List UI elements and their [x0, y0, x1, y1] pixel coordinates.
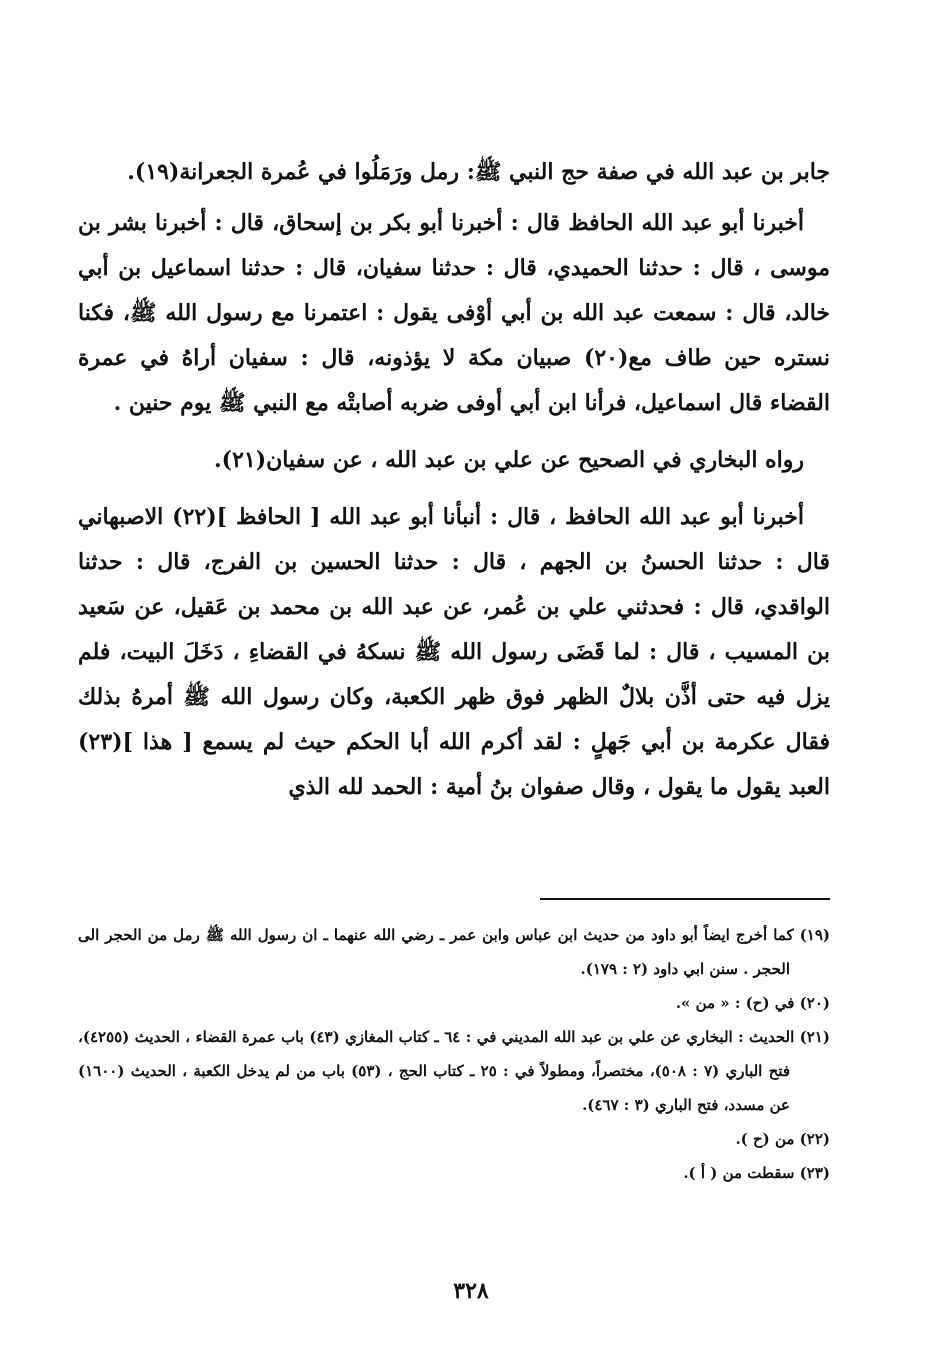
paragraph-4: أخبرنا أبو عبد الله الحافظ ، قال : أنبأنا أبو عبد الله [ الحافظ ](٢٢) الاصبهاني قال : حدثنا الحسنُ بن الجهم ، قال : حدثنا الحسين بن الفرج، قال : حدثنا الواقدي، قال : فحدثني علي بن عُمر، عن عبد الله بن محمد بن عَقيل، عن سَعيد بن المسيب ، قال : لما قَضَى رسول الله ﷺ نسكهُ في القضاءِ ، دَخَلَ البيت، فلم يزل فيه حتى أذَّن بلالٌ الظهر فوق ظهر الكعبة، وكان رسول الله ﷺ أمرهُ بذلك فقال عكرمة بن أبي جَهلٍ : لقد أكرم الله أبا الحكم حيث لم يسمع [ هذا ](٢٣) العبد يقول ما يقول ، وقال صفوان بنُ أمية : الحمد لله الذي: [78, 504, 830, 800]
paragraph-2: أخبرنا أبو عبد الله الحافظ قال : أخبرنا أبو بكر بن إسحاق، قال : أخبرنا بشر بن موسى ، قال : حدثنا الحميدي، قال : حدثنا سفيان، قال : حدثنا اسماعيل بن أبي خالد، قال : سمعت عبد الله بن أبي أوْفى يقول : اعتمرنا مع رسول الله ﷺ، فكنا نستره حين طاف مع(٢٠) صبيان مكة لا يؤذونه، قال : سفيان أراهُ في عمرة القضاء قال اسماعيل، فرأنا ابن أبي أوفى ضربه أصابتْه مع النبي ﷺ يوم حنين .: [78, 210, 830, 416]
page-number: ٣٢٨: [453, 1278, 489, 1304]
footnote-19: (١٩) كما أخرج ايضاً أبو داود من حديث ابن عباس وابن عمر ـ رضي الله عنهما ـ ان رسول الله ﷺ رمل من الحجر الى الحجر . سنن ابي داود (٢ : ١٧٩).: [78, 926, 830, 978]
footnote-21: (٢١) الحديث : البخاري عن علي بن عبد الله المديني في : ٦٤ ـ كتاب المغازي (٤٣) باب عمرة القضاء ، الحديث (٤٢٥٥)، فتح الباري (٧ : ٥٠٨)، مختصراً، ومطولاً في : ٢٥ ـ كتاب الحج ، (٥٣) باب من لم يدخل الكعبة ، الحديث (١٦٠٠) عن مسدد، فتح الباري (٣ : ٤٦٧).: [78, 1028, 830, 1114]
footnotes: [78, 918, 830, 1190]
footnote-22: (٢٢) من (ح ).: [735, 1130, 830, 1148]
paragraph-3: رواه البخاري في الصحيح عن علي بن عبد الله ، عن سفيان(٢١).: [214, 447, 804, 473]
footnote-divider: [540, 898, 830, 900]
main-text: [78, 150, 830, 822]
footnote-23: (٢٣) سقطت من ( أ ).: [683, 1164, 830, 1182]
paragraph-1: جابر بن عبد الله في صفة حج النبي ﷺ: رمل ورَمَلُوا في عُمرة الجعرانة(١٩).: [127, 159, 830, 185]
footnote-20: (٢٠) في (ح) : « من ».: [675, 994, 830, 1012]
